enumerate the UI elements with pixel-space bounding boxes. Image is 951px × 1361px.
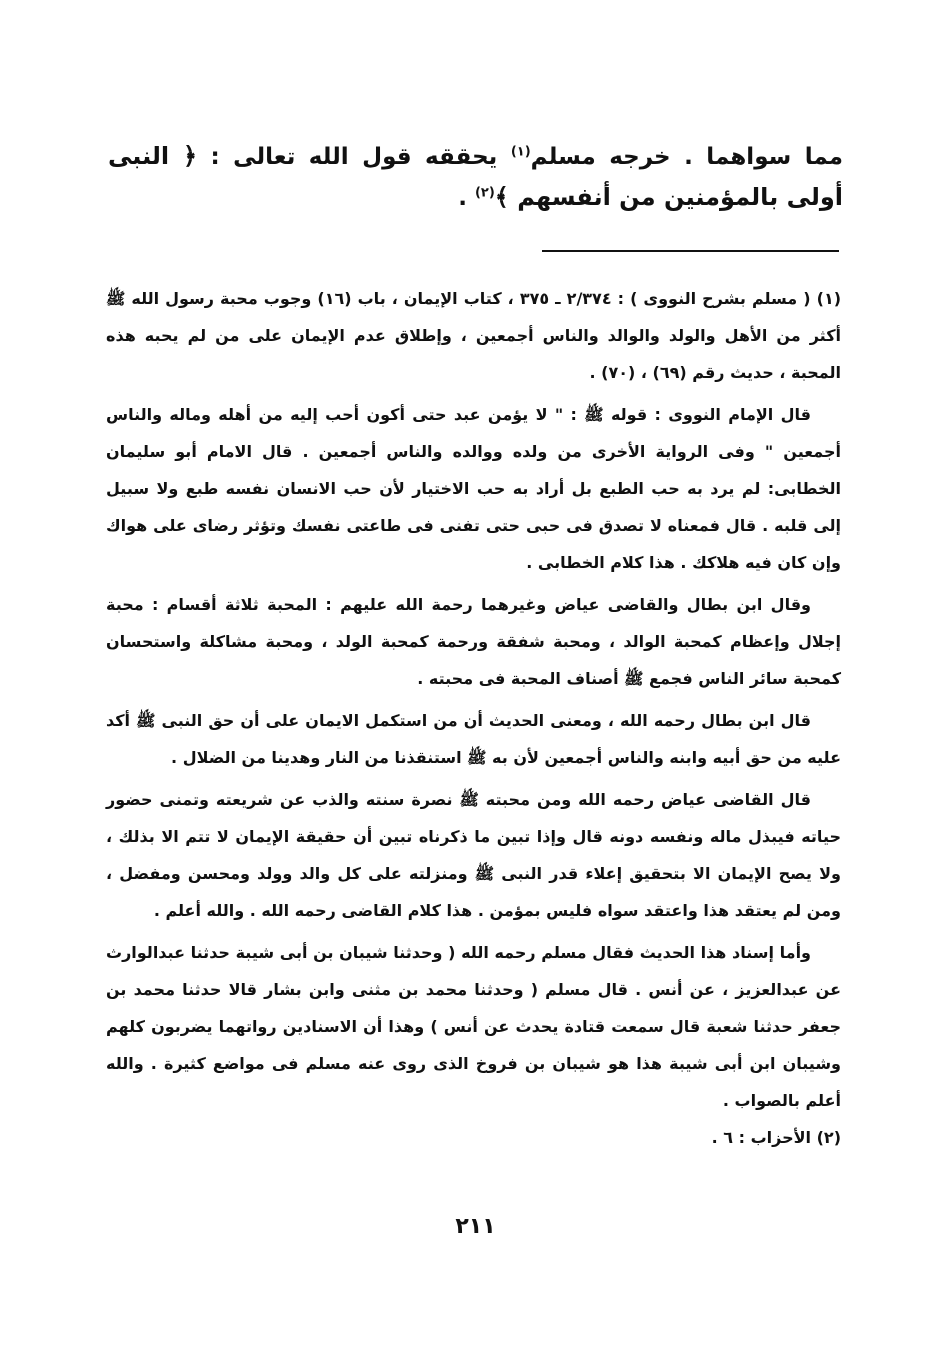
- quran-open-bracket: ﴿: [169, 142, 198, 170]
- footnote-paragraph-qadi-iyad: قال القاضى عياض رحمه الله ومن محبته ﷺ نصرة سنته والذب عن شريعته وتمنى حضور حياته فيبذل ماله ونفسه دونه قال وإذا تبين ما ذكرناه تبين أن حقيقة الإيمان لا تتم الا بذلك ، ولا يصح الإيمان الا بتحقيق إعلاء قدر النبى ﷺ ومنزلته على كل والد وولد ومحسن ومفضل ، ومن لم يعتقد هذا واعتقد سواه فليس بمؤمن . هذا كلام القاضى رحمه الله . والله أعلم .: [106, 790, 841, 920]
- footnote-paragraph-isnad: وأما إسناد هذا الحديث فقال مسلم رحمه الله ( وحدثنا شيبان بن أبى شيبة حدثنا عبدالوارث عن عبدالعزيز ، عن أنس . قال مسلم ( وحدثنا محمد بن مثنى وابن بشار قالا حدثنا محمد بن جعفر حدثنا شعبة قال سمعت قتادة يحدث عن أنس ) وهذا أن الاسنادين رواتهما يضربون كلهم وشيبان ابن أبى شيبة هذا هو شيبان بن فروخ الذى روى عنه مسلم فى مواضع كثيرة . والله أعلم بالصواب .: [106, 943, 841, 1110]
- quran-verse: النبى أولى بالمؤمنين من أنفسهم: [108, 142, 843, 211]
- footnote-separator: [542, 250, 839, 252]
- main-text: [108, 136, 843, 218]
- footnote-paragraph-love-types: وقال ابن بطال والقاضى عياض وغيرهما رحمة الله عليهم : المحبة ثلاثة أقسام : محبة إجلال وإعظام كمحبة الوالد ، ومحبة شفقة ورحمة كمحبة الولد ، ومحبة مشاكلة واستحسان كمحبة سائر الناس فجمع ﷺ أصناف المحبة فى محبته .: [106, 595, 841, 688]
- main-text-intro: مما سواهما . خرجه مسلم: [530, 144, 844, 170]
- quran-close-bracket: ﴾: [494, 183, 518, 211]
- main-text-continuation: يحققه قول الله تعالى :: [197, 144, 511, 170]
- footnote-2: (٢) الأحزاب : ٦ .: [711, 1128, 841, 1147]
- page-number: ٢١١: [455, 1214, 496, 1239]
- footnotes-section: [106, 280, 841, 1156]
- footnote-ref-2[interactable]: (٢): [474, 185, 495, 201]
- footnote-paragraph-nawawi: قال الإمام النووى : قوله ﷺ : " لا يؤمن عبد حتى أكون أحب إليه من أهله وماله والناس أجمعين " وفى الرواية الأخرى من ولده ووالده والناس أجمعين . قال الامام أبو سليمان الخطابى: لم يرد به حب الطبع بل أراد به حب الاختيار لأن حب الانسان نفسه طبع ولا سبيل إلى قلبه . قال فمعناه لا تصدق فى حبى حتى تفنى فى طاعتى نفسك وتؤثر رضاى على هواك وإن كان فيه هلاكك . هذا كلام الخطابى .: [106, 405, 841, 572]
- footnote-paragraph-ibn-battal: قال ابن بطال رحمه الله ، ومعنى الحديث أن من استكمل الايمان على أن حق النبى ﷺ أكد عليه من حق أبيه وابنه والناس أجمعين لأن به ﷺ استنقذنا من النار وهدينا من الضلال .: [106, 711, 841, 767]
- main-text-end: .: [458, 185, 475, 211]
- footnote-ref-1[interactable]: (١): [510, 144, 531, 160]
- footnote-1: (١) ( مسلم بشرح النووى ) : ٢/٣٧٤ ـ ٣٧٥ ، كتاب الإيمان ، باب (١٦) وجوب محبة رسول الله ﷺ أكثر من الأهل والولد والوالد والناس أجمعين ، وإطلاق عدم الإيمان على من لم يحبه هذه المحبة ، حديث رقم (٦٩) ، (٧٠) .: [106, 289, 842, 382]
